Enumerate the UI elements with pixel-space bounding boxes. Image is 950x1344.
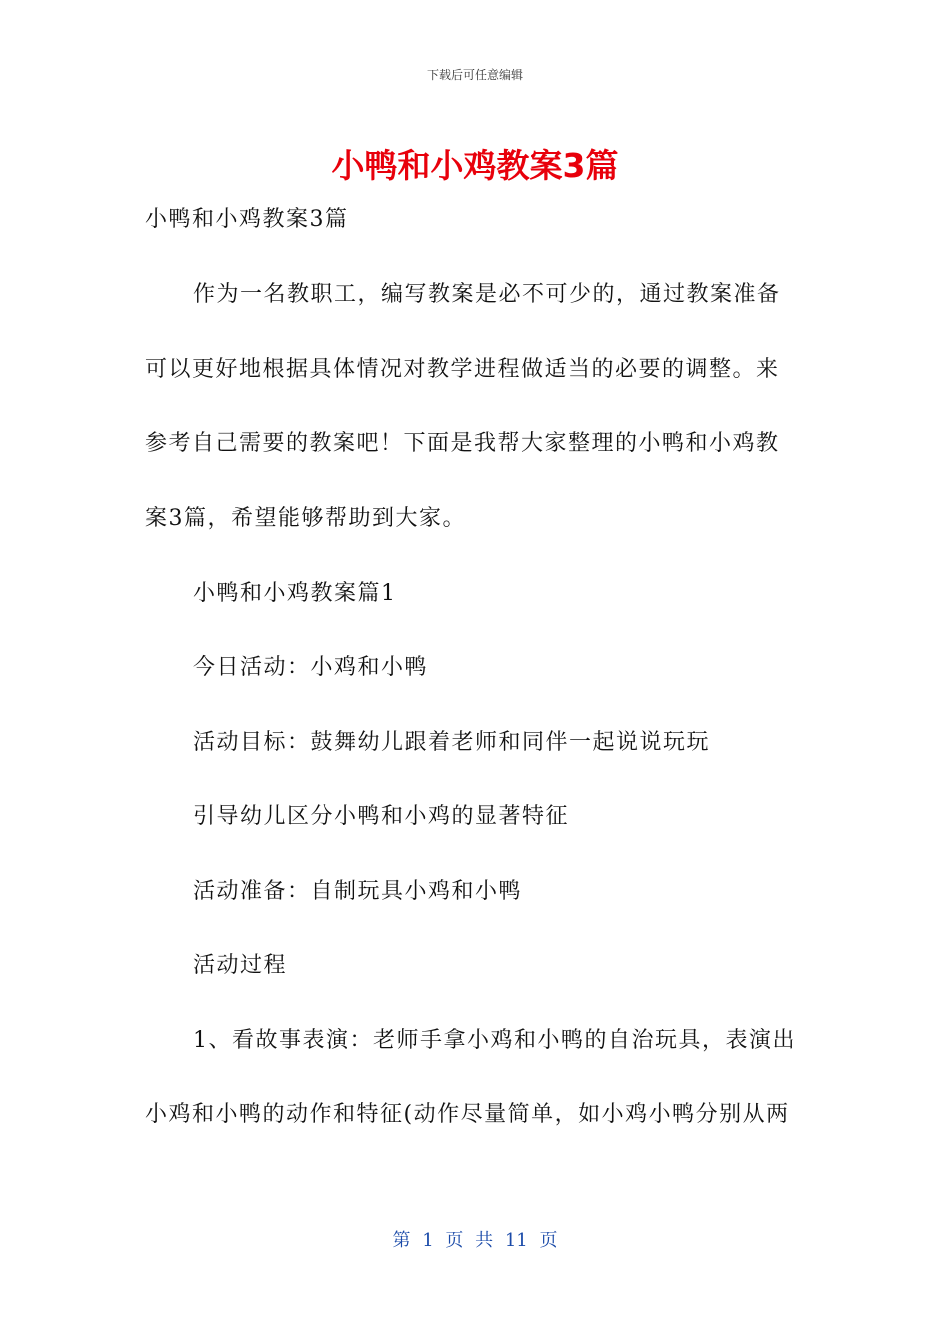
header-note: 下载后可任意编辑 bbox=[426, 68, 523, 82]
paragraph-line: 参考自己需要的教案吧！下面是我帮大家整理的小鸭和小鸡教 bbox=[145, 431, 780, 456]
paragraph-line: 活动准备：自制玩具小鸡和小鸭 bbox=[193, 879, 523, 904]
paragraph-line: 引导幼儿区分小鸭和小鸡的显著特征 bbox=[193, 804, 570, 829]
page-number-footer: 第 1 页 共 11 页 bbox=[392, 1230, 558, 1251]
paragraph-line: 作为一名教职工，编写教案是必不可少的，通过教案准备 bbox=[193, 282, 781, 307]
subtitle-line: 小鸭和小鸡教案3篇 bbox=[145, 207, 349, 232]
paragraph-line: 案3篇，希望能够帮助到大家。 bbox=[145, 506, 466, 531]
paragraph-line: 活动目标：鼓舞幼儿跟着老师和同伴一起说说玩玩 bbox=[193, 730, 711, 755]
paragraph-line: 小鸡和小鸭的动作和特征(动作尽量简单，如小鸡小鸭分别从两 bbox=[145, 1102, 790, 1127]
section-heading: 小鸭和小鸡教案篇1 bbox=[193, 581, 397, 606]
paragraph-line: 可以更好地根据具体情况对教学进程做适当的必要的调整。来 bbox=[145, 357, 780, 382]
document-title: 小鸭和小鸡教案3篇 bbox=[331, 146, 619, 185]
paragraph-line: 1、看故事表演：老师手拿小鸡和小鸭的自治玩具，表演出 bbox=[193, 1028, 796, 1053]
paragraph-line: 今日活动：小鸡和小鸭 bbox=[193, 655, 429, 680]
paragraph-line: 活动过程 bbox=[193, 953, 288, 978]
